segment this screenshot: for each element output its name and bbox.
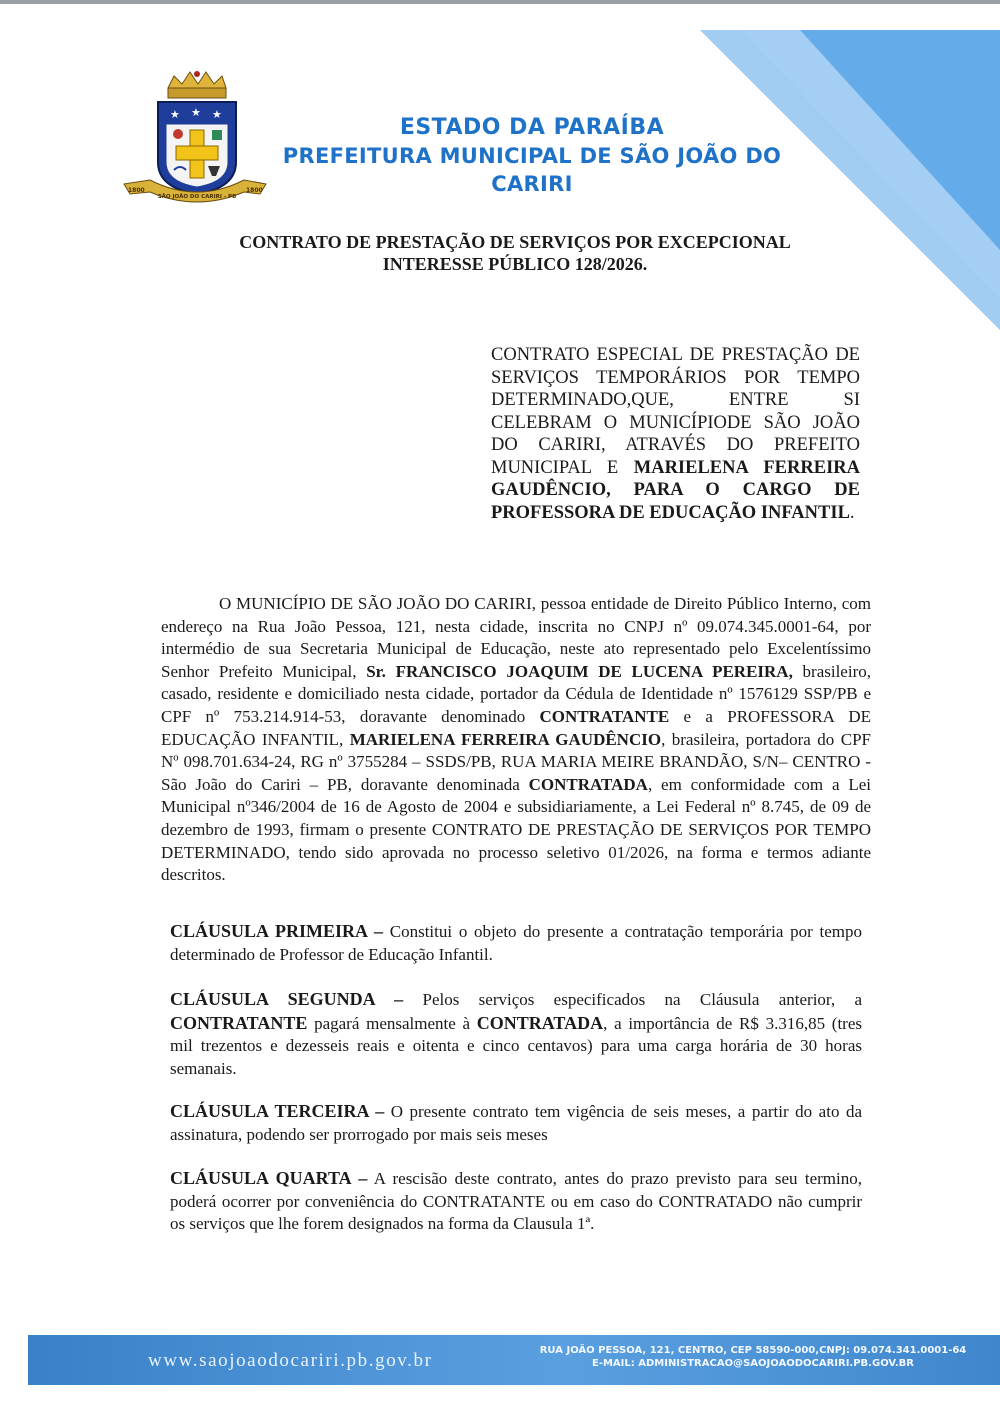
contract-summary bbox=[491, 344, 860, 524]
page-bottom-margin bbox=[0, 1385, 1000, 1416]
crest-year-left: 1800 bbox=[128, 187, 145, 194]
contract-preamble bbox=[161, 593, 871, 887]
clause-label: CLÁUSULA SEGUNDA – bbox=[170, 989, 404, 1009]
svg-text:★: ★ bbox=[170, 108, 180, 121]
municipal-crest-emblem bbox=[120, 70, 270, 210]
clause-third bbox=[170, 1100, 862, 1146]
contratada-label: CONTRATADA bbox=[528, 774, 648, 794]
preamble-part-4: , brasileira, portadora do CPF Nº 098.701.634-24, RG nº 3755284 – SSDS/PB, RUA MARIA MEIRE BRANDÃO, S/N– CENTRO - São João do Cariri – PB, doravante denominada bbox=[161, 729, 871, 794]
clause-text: , a importância de R$ 3.316,85 (tres mil trezentos e dezesseis reais e oitenta e cinco centavos) para uma carga horária de 30 horas semanais. bbox=[170, 1013, 862, 1078]
preamble-part-2: brasileiro, casado, residente e domiciliado nesta cidade, portador da Cédula de Identidade nº 1576129 SSP/PB e CPF nº 753.214.914-53, doravante denominado bbox=[161, 661, 871, 726]
summary-end: . bbox=[849, 502, 855, 523]
preamble-part-1: O MUNICÍPIO DE SÃO JOÃO DO CARIRI, pessoa entidade de Direito Público Interno, com endereço na Rua João Pessoa, 121, nesta cidade, inscrita no CNPJ nº 09.074.345.0001-64, por intermédio de sua Secretaria Municipal de Educação, neste ato representado pelo Excelentíssimo Senhor Prefeito Municipal, bbox=[161, 594, 871, 681]
prefecture-name: PREFEITURA MUNICIPAL DE SÃO JOÃO DO CARIRI bbox=[282, 144, 782, 196]
clause-label: CLÁUSULA TERCEIRA – bbox=[170, 1101, 385, 1121]
preamble-part-5: , em conformidade com a Lei Municipal nº346/2004 de 16 de Agosto de 2004 e subsidiariamente, a Lei Federal nº 8.745, de 09 de dezembro de 1993, firmam o presente CONTRATO DE PRESTAÇÃO DE SERVIÇOS POR TEMPO DETERMINADO, tendo sido aprovada no processo seletivo 01/2026, na forma e termos adiante descritos. bbox=[161, 774, 872, 885]
crest-ribbon-text: SÃO JOÃO DO CARIRI - PB bbox=[157, 194, 237, 200]
document-title bbox=[160, 231, 870, 275]
website-link[interactable]: www.saojoaodocariri.pb.gov.br bbox=[148, 1350, 433, 1371]
crown-icon bbox=[168, 71, 226, 98]
clause-text: pagará mensalmente à bbox=[307, 1013, 477, 1033]
clause-text: A rescisão deste contrato, antes do prazo previsto para seu termino, poderá ocorrer por conveniência do CONTRATANTE ou em caso do CONTRATADO não cumprir os serviços que lhe forem designados na forma da Clausula 1ª. bbox=[170, 1169, 862, 1233]
address-line: RUA JOÃO PESSOA, 121, CENTRO, CEP 58590-000,CNPJ: 09.074.341.0001-64 bbox=[539, 1345, 967, 1356]
preamble-part-3: e a PROFESSORA DE EDUCAÇÃO INFANTIL, bbox=[161, 706, 871, 749]
clause-text: Pelos serviços especificados na Cláusula anterior, a bbox=[403, 990, 863, 1009]
title-line-1: CONTRATO DE PRESTAÇÃO DE SERVIÇOS POR EXCEPCIONAL bbox=[239, 232, 791, 252]
summary-text: CONTRATO ESPECIAL DE PRESTAÇÃO DE SERVIÇOS TEMPORÁRIOS POR TEMPO DETERMINADO,QUE, ENTRE SI CELEBRAM O MUNICÍPIODE SÃO JOÃO DO CARIRI, ATRAVÉS DO PREFEITO MUNICIPAL E bbox=[491, 345, 860, 478]
state-name: ESTADO DA PARAÍBA bbox=[399, 115, 665, 140]
footer-bar bbox=[28, 1335, 1000, 1385]
contratante-label: CONTRATANTE bbox=[170, 1012, 308, 1033]
crest-year-right: 1800 bbox=[246, 187, 263, 194]
clause-text: Constitui o objeto do presente a contratação temporária por tempo determinado de Professor de Educação Infantil. bbox=[170, 922, 862, 964]
clause-label: CLÁUSULA QUARTA – bbox=[170, 1168, 368, 1188]
contractor-name: MARIELENA FERREIRA GAUDÊNCIO bbox=[349, 729, 662, 749]
email-line: E-MAIL: ADMINISTRACAO@SAOJOAODOCARIRI.PB.GOV.BR bbox=[591, 1358, 914, 1369]
clause-fourth bbox=[170, 1167, 862, 1236]
summary-bold-text: MARIELENA FERREIRA GAUDÊNCIO, PARA O CARGO DE PROFESSORA DE EDUCAÇÃO INFANTIL bbox=[491, 457, 860, 523]
clause-first bbox=[170, 920, 862, 966]
svg-text:★: ★ bbox=[212, 108, 222, 121]
contratada-label: CONTRATADA bbox=[476, 1012, 604, 1033]
clause-label: CLÁUSULA PRIMEIRA – bbox=[170, 921, 383, 941]
svg-text:★: ★ bbox=[191, 106, 201, 119]
mayor-name: Sr. FRANCISCO JOAQUIM DE LUCENA PEREIRA, bbox=[366, 661, 793, 681]
clause-second bbox=[170, 988, 862, 1080]
contratante-label: CONTRATANTE bbox=[539, 706, 670, 726]
clause-text: O presente contrato tem vigência de seis meses, a partir do ato da assinatura, podendo ser prorrogado por mais seis meses bbox=[170, 1102, 862, 1144]
footer-address bbox=[538, 1344, 968, 1370]
title-line-2: INTERESSE PÚBLICO 128/2026. bbox=[382, 254, 648, 274]
letterhead bbox=[262, 114, 802, 198]
